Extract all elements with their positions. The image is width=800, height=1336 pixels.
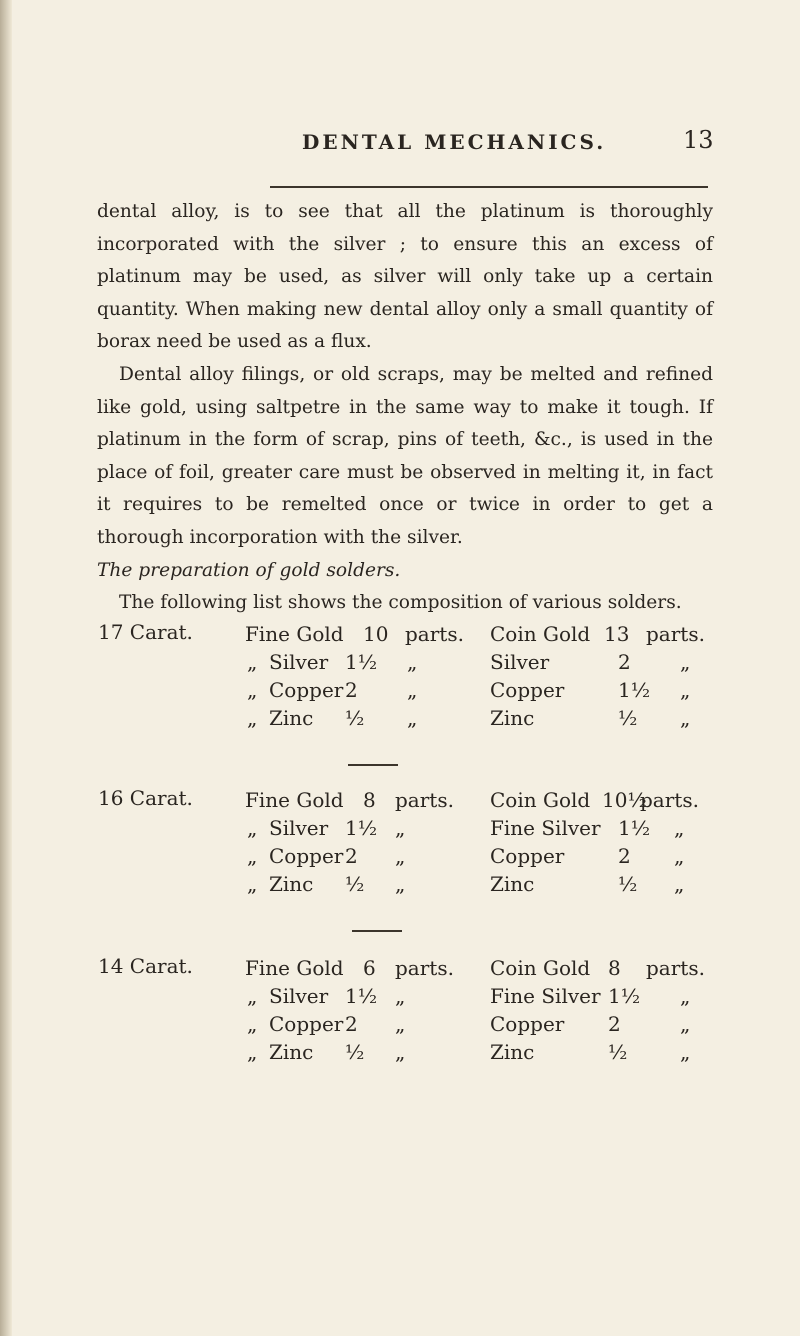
recipe-row (490, 620, 730, 648)
recipe-row (245, 814, 475, 842)
metal-name: Fine Silver (490, 816, 601, 840)
metal-name: Zinc (269, 872, 314, 896)
metal-unit: „ (674, 872, 685, 896)
paragraph-3: The following list shows the composition of various solders. (119, 592, 682, 614)
metal-name: Copper (490, 1012, 565, 1036)
paragraph-1: dental alloy, is to see that all the platinum is thoroughly incorporated with the silver ; to ensure this an excess of platinum may be used, as silver will only take up a certain quantity. When making new dental alloy only a small quantity of borax need be used as a flux. (97, 201, 713, 353)
metal-unit: „ (674, 816, 685, 840)
metal-unit: parts. (395, 788, 454, 812)
metal-amount: 2 (345, 678, 358, 702)
recipe-row (245, 842, 475, 870)
fine-gold-recipe (245, 786, 475, 898)
metal-name: Zinc (269, 1040, 314, 1064)
metal-amount: 1½ (608, 984, 641, 1008)
metal-unit: „ (680, 1012, 691, 1036)
subheading: The preparation of gold solders. (97, 559, 401, 581)
recipe-row (490, 814, 730, 842)
ditto-mark: „ (247, 678, 258, 702)
metal-amount: 8 (608, 956, 621, 980)
recipe-row (490, 954, 730, 982)
metal-name: Fine Gold (245, 788, 344, 812)
metal-unit: parts. (646, 956, 705, 980)
metal-unit: „ (395, 872, 406, 896)
metal-amount: 2 (345, 1012, 358, 1036)
metal-unit: „ (680, 706, 691, 730)
coin-gold-recipe (490, 954, 730, 1066)
metal-unit: „ (395, 844, 406, 868)
ditto-mark: „ (247, 984, 258, 1008)
recipe-row (490, 786, 730, 814)
recipe-row (490, 1010, 730, 1038)
coin-gold-recipe (490, 786, 730, 898)
metal-amount: 10 (363, 622, 389, 646)
metal-name: Silver (490, 650, 550, 674)
metal-amount: 1½ (345, 984, 378, 1008)
metal-name: Coin Gold (490, 788, 591, 812)
metal-name: Copper (269, 844, 344, 868)
metal-unit: parts. (646, 622, 705, 646)
metal-name: Silver (269, 650, 329, 674)
metal-name: Fine Silver (490, 984, 601, 1008)
recipe-row (245, 620, 475, 648)
metal-name: Zinc (490, 872, 535, 896)
metal-unit: „ (674, 844, 685, 868)
metal-name: Zinc (490, 1040, 535, 1064)
metal-name: Coin Gold (490, 622, 591, 646)
recipe-row (245, 704, 475, 732)
metal-unit: parts. (395, 956, 454, 980)
carat-label: 17 Carat. (98, 620, 193, 644)
running-title: DENTAL MECHANICS. (302, 130, 607, 154)
metal-amount: ½ (618, 706, 638, 730)
metal-unit: „ (407, 678, 418, 702)
metal-unit: parts. (405, 622, 464, 646)
metal-amount: 6 (363, 956, 376, 980)
page-gutter-shadow (0, 0, 12, 1336)
metal-name: Silver (269, 816, 329, 840)
carat-label: 14 Carat. (98, 954, 193, 978)
metal-amount: 2 (345, 844, 358, 868)
ditto-mark: „ (247, 1040, 258, 1064)
metal-amount: 2 (608, 1012, 621, 1036)
recipe-row (490, 704, 730, 732)
fine-gold-recipe (245, 620, 475, 732)
metal-unit: „ (395, 1012, 406, 1036)
metal-amount: 1½ (345, 650, 378, 674)
metal-unit: „ (395, 816, 406, 840)
recipe-row (245, 954, 475, 982)
carat-label: 16 Carat. (98, 786, 193, 810)
metal-unit: „ (407, 706, 418, 730)
recipe-row (490, 1038, 730, 1066)
metal-amount: ½ (345, 872, 365, 896)
recipe-row (245, 982, 475, 1010)
recipe-row (490, 676, 730, 704)
metal-amount: ½ (345, 706, 365, 730)
metal-amount: 2 (618, 650, 631, 674)
recipe-row (490, 870, 730, 898)
metal-amount: 10½ (602, 788, 647, 812)
paragraph-2: Dental alloy filings, or old scraps, may be melted and refined like gold, using saltpetre in the same way to make it tough. If platinum in the form of scrap, pins of teeth, &c., is used in the place of foil, greater care must be observed in melting it, in fact it requires to be remelted once or twice in order to get a thorough incorporation with the silver. (97, 363, 713, 548)
metal-unit: „ (680, 984, 691, 1008)
metal-name: Copper (490, 678, 565, 702)
metal-amount: ½ (345, 1040, 365, 1064)
metal-amount: 13 (604, 622, 630, 646)
metal-name: Copper (490, 844, 565, 868)
recipe-row (490, 842, 730, 870)
metal-amount: ½ (618, 872, 638, 896)
ditto-mark: „ (247, 816, 258, 840)
coin-gold-recipe (490, 620, 730, 732)
metal-unit: „ (680, 678, 691, 702)
metal-unit: parts. (640, 788, 699, 812)
metal-amount: 8 (363, 788, 376, 812)
metal-unit: „ (680, 650, 691, 674)
header-rule (270, 186, 708, 188)
recipe-row (245, 676, 475, 704)
metal-name: Zinc (269, 706, 314, 730)
ditto-mark: „ (247, 844, 258, 868)
metal-name: Zinc (490, 706, 535, 730)
metal-name: Copper (269, 1012, 344, 1036)
ditto-mark: „ (247, 650, 258, 674)
fine-gold-recipe (245, 954, 475, 1066)
recipe-row (245, 870, 475, 898)
metal-amount: ½ (608, 1040, 628, 1064)
metal-amount: 1½ (618, 816, 651, 840)
recipe-row (245, 1038, 475, 1066)
page-number: 13 (683, 126, 714, 154)
metal-name: Copper (269, 678, 344, 702)
body-text (97, 196, 713, 620)
metal-name: Fine Gold (245, 956, 344, 980)
metal-amount: 1½ (345, 816, 378, 840)
ditto-mark: „ (247, 706, 258, 730)
recipe-row (245, 786, 475, 814)
metal-name: Fine Gold (245, 622, 344, 646)
recipe-row (245, 648, 475, 676)
metal-name: Silver (269, 984, 329, 1008)
recipe-row (245, 1010, 475, 1038)
metal-name: Coin Gold (490, 956, 591, 980)
metal-amount: 2 (618, 844, 631, 868)
recipe-row (490, 982, 730, 1010)
metal-amount: 1½ (618, 678, 651, 702)
metal-unit: „ (395, 1040, 406, 1064)
recipe-row (490, 648, 730, 676)
ditto-mark: „ (247, 872, 258, 896)
page-header (0, 126, 800, 160)
metal-unit: „ (680, 1040, 691, 1064)
section-divider (348, 764, 398, 766)
metal-unit: „ (407, 650, 418, 674)
ditto-mark: „ (247, 1012, 258, 1036)
metal-unit: „ (395, 984, 406, 1008)
section-divider (352, 930, 402, 932)
